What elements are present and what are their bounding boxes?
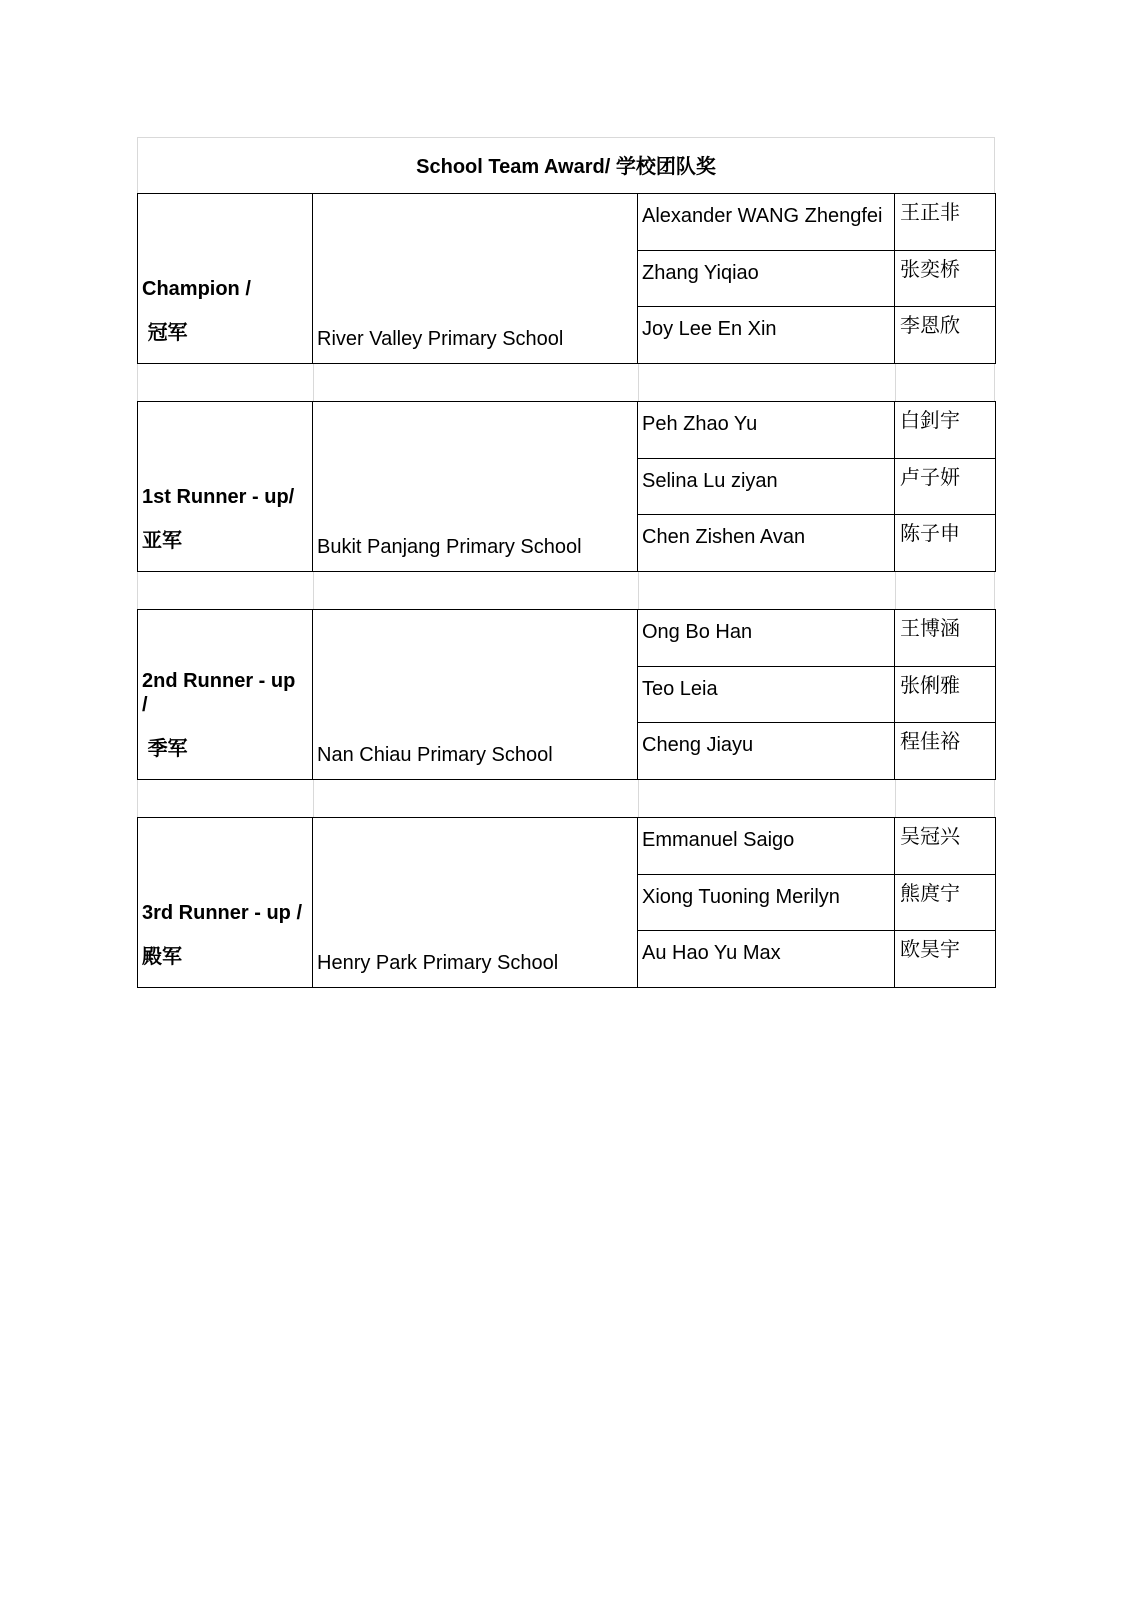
rank-label: 2nd Runner - up [142, 670, 296, 692]
member-name: Alexander WANG Zhengfei [638, 194, 895, 251]
rank-label-cn: 殿军 [142, 946, 182, 968]
school-name: River Valley Primary School [317, 328, 564, 350]
school-name: Nan Chiau Primary School [317, 744, 553, 766]
member-name: Peh Zhao Yu [638, 402, 895, 459]
member-name-cn: 李恩欣 [895, 307, 996, 364]
member-name-cn: 张俐雅 [895, 666, 996, 723]
rank-cell [138, 402, 313, 572]
award-block-1st-runner-up [137, 401, 996, 572]
award-block-2nd-runner-up [137, 609, 996, 780]
page-title: School Team Award/ 学校团队奖 [416, 156, 716, 178]
rank-cell [138, 610, 313, 780]
award-block-champion [137, 193, 996, 364]
rank-label-cn: 亚军 [142, 530, 182, 552]
member-name: Joy Lee En Xin [638, 307, 895, 364]
member-name-cn: 白釗宇 [895, 402, 996, 459]
rank-label: 1st Runner - up/ [142, 486, 295, 508]
member-name-cn: 卢子妍 [895, 458, 996, 515]
school-name: Henry Park Primary School [317, 952, 559, 974]
member-name-cn: 程佳裕 [895, 723, 996, 780]
rank-label-cont: / [142, 694, 148, 716]
school-name: Bukit Panjang Primary School [317, 536, 582, 558]
member-name-cn: 熊庹宁 [895, 874, 996, 931]
rank-label-cn: 冠军 [142, 322, 188, 344]
title-row [137, 137, 995, 193]
school-cell [313, 610, 638, 780]
rank-cell [138, 818, 313, 988]
school-cell [313, 194, 638, 364]
member-name: Chen Zishen Avan [638, 515, 895, 572]
rank-label-cn: 季军 [142, 738, 188, 760]
member-name: Teo Leia [638, 666, 895, 723]
member-name-cn: 欧昊宇 [895, 931, 996, 988]
member-name-cn: 张奕桥 [895, 250, 996, 307]
member-name-cn: 王博涵 [895, 610, 996, 667]
member-name: Zhang Yiqiao [638, 250, 895, 307]
member-name: Au Hao Yu Max [638, 931, 895, 988]
rank-label: 3rd Runner - up / [142, 902, 302, 924]
school-cell [313, 818, 638, 988]
school-cell [313, 402, 638, 572]
member-name: Selina Lu ziyan [638, 458, 895, 515]
spacer-row [137, 572, 995, 609]
member-name-cn: 陈子申 [895, 515, 996, 572]
rank-label: Champion / [142, 278, 251, 300]
award-block-3rd-runner-up [137, 817, 996, 988]
member-name: Emmanuel Saigo [638, 818, 895, 875]
rank-cell [138, 194, 313, 364]
member-name-cn: 王正非 [895, 194, 996, 251]
member-name: Cheng Jiayu [638, 723, 895, 780]
member-name: Xiong Tuoning Merilyn [638, 874, 895, 931]
member-name-cn: 吴冠兴 [895, 818, 996, 875]
spacer-row [137, 364, 995, 401]
member-name: Ong Bo Han [638, 610, 895, 667]
spacer-row [137, 780, 995, 817]
